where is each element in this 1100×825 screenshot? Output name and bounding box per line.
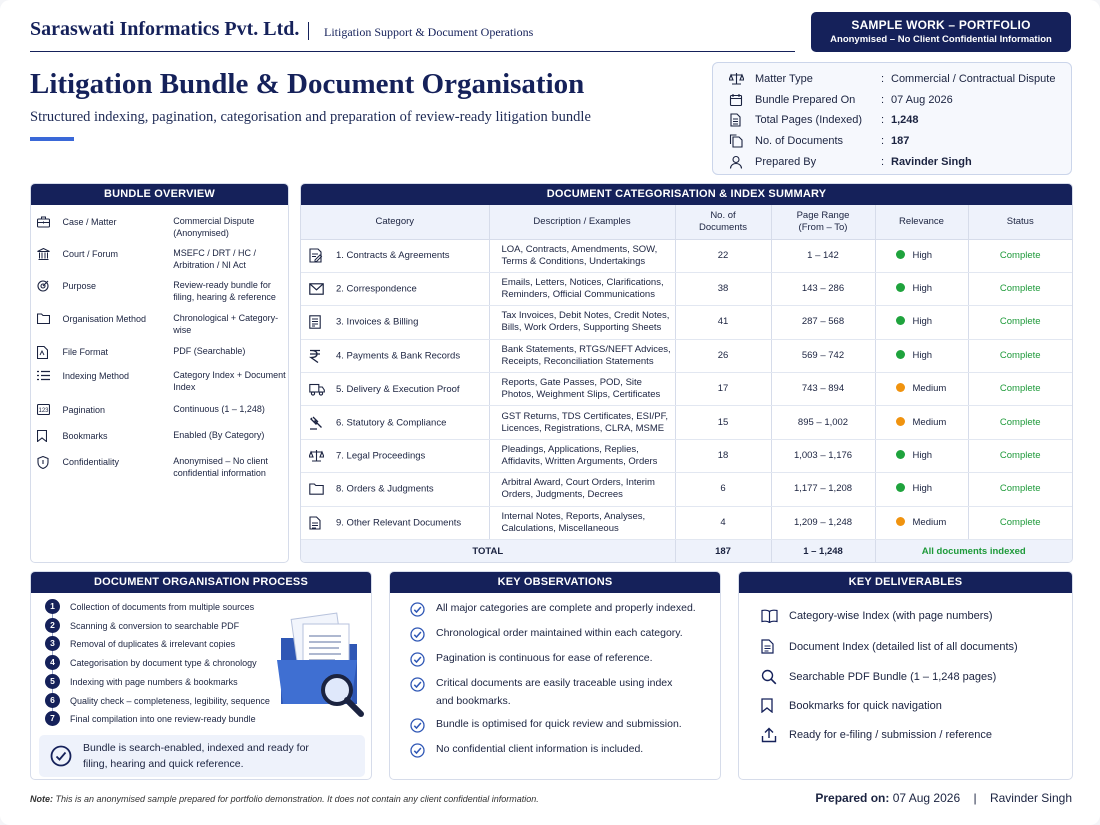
relevance-cell: High [875, 439, 968, 472]
process-step: 1 Collection of documents from multiple sources [45, 599, 254, 614]
overview-label: Pagination [62, 405, 106, 415]
overview-value: Enabled (By Category) [173, 430, 265, 440]
status-cell: Complete [968, 272, 1072, 305]
category-cell: 8. Orders & Judgments [301, 473, 489, 506]
process-step: 7 Final compilation into one review-ready bundle [45, 711, 256, 726]
sample-badge-title: SAMPLE WORK – PORTFOLIO [851, 18, 1031, 32]
panel-title: DOCUMENT CATEGORISATION & INDEX SUMMARY [301, 184, 1072, 205]
check-circle-icon [410, 741, 436, 759]
deliverables-panel [738, 571, 1073, 780]
relevance-cell: Medium [875, 373, 968, 406]
process-step: 2 Scanning & conversion to searchable PDF [45, 618, 239, 633]
header-separator [308, 22, 309, 40]
overview-value: Anonymised – No client confidential information [173, 456, 268, 478]
overview-value: MSEFC / DRT / HC / Arbitration / NI Act [173, 248, 256, 270]
category-cell: 1. Contracts & Agreements [301, 239, 489, 272]
folder-icon [309, 483, 336, 495]
page-range-cell: 743 – 894 [771, 373, 875, 406]
description-cell: Internal Notes, Reports, Analyses, Calculations, Miscellaneous [489, 506, 675, 539]
relevance-cell: High [875, 306, 968, 339]
category-cell: 5. Delivery & Execution Proof [301, 373, 489, 406]
status-cell: Complete [968, 406, 1072, 439]
check-circle-icon [410, 675, 436, 710]
observation-text: All major categories are complete and properly indexed. [436, 602, 696, 614]
header-category: Category [301, 205, 489, 239]
table-row [301, 406, 1072, 439]
check-circle-icon [410, 600, 436, 618]
overview-label: Purpose [62, 281, 97, 291]
index-summary-panel [300, 183, 1073, 563]
overview-label: Bookmarks [62, 431, 108, 441]
overview-label: File Format [62, 347, 109, 357]
status-cell: Complete [968, 339, 1072, 372]
meta-value: Commercial / Contractual Dispute [891, 73, 1056, 86]
documents-cell: 18 [675, 439, 771, 472]
upload-icon [761, 727, 789, 743]
description-cell: LOA, Contracts, Amendments, SOW, Terms & Conditions, Undertakings [489, 239, 675, 272]
overview-row-case [31, 216, 289, 239]
observation-item [410, 650, 653, 668]
overview-row-confidentiality [31, 456, 289, 479]
truck-icon [309, 383, 336, 396]
company-tagline: Litigation Support & Document Operations [324, 25, 534, 39]
page-range-cell: 1,003 – 1,176 [771, 439, 875, 472]
overview-label: Indexing Method [62, 371, 130, 381]
deliverable-item: Ready for e-filing / submission / reference [761, 727, 992, 743]
overview-label: Court / Forum [62, 249, 119, 259]
table-row [301, 473, 1072, 506]
scales-icon [309, 449, 336, 463]
panel-title: KEY OBSERVATIONS [390, 572, 720, 593]
table-row [301, 272, 1072, 305]
panel-title: BUNDLE OVERVIEW [31, 184, 288, 205]
description-cell: Arbitral Award, Court Orders, Interim Orders, Judgments, Decrees [489, 473, 675, 506]
observations-panel [389, 571, 721, 780]
observation-text: Chronological order maintained within each category. [436, 627, 683, 639]
overview-value: Commercial Dispute (Anonymised) [173, 216, 255, 238]
header-page-range: Page Range (From – To) [771, 205, 875, 239]
observation-item [410, 675, 672, 710]
meta-value: 07 Aug 2026 [891, 93, 953, 106]
sample-badge-subtitle: Anonymised – No Client Confidential Information [830, 34, 1052, 45]
bundle-overview-panel [30, 183, 289, 563]
relevance-dot-icon [896, 283, 905, 292]
overview-row-file-format [31, 346, 289, 359]
total-range: 1 – 1,248 [771, 540, 875, 563]
description-cell: Emails, Letters, Notices, Clarifications, Reminders, Official Communications [489, 272, 675, 305]
relevance-cell: Medium [875, 506, 968, 539]
meta-label: Total Pages (Indexed) [755, 114, 863, 127]
deliverable-item: Category-wise Index (with page numbers) [761, 609, 993, 623]
meta-label: Prepared By [755, 155, 817, 168]
meta-value: 1,248 [891, 114, 919, 127]
total-status: All documents indexed [875, 540, 1072, 563]
relevance-cell: High [875, 473, 968, 506]
category-cell: 6. Statutory & Compliance [301, 406, 489, 439]
description-cell: Tax Invoices, Debit Notes, Credit Notes, Bills, Work Orders, Supporting Sheets [489, 306, 675, 339]
page-range-cell: 287 – 568 [771, 306, 875, 339]
table-row [301, 439, 1072, 472]
meta-row-total-pages: Total Pages (Indexed) : 1,248 [729, 110, 1059, 131]
category-cell: 9. Other Relevant Documents [301, 506, 489, 539]
overview-row-court [31, 248, 289, 271]
bundle-ready-callout [39, 735, 365, 777]
footer-note [30, 794, 539, 804]
page-range-cell: 1,177 – 1,208 [771, 473, 875, 506]
table-row [301, 239, 1072, 272]
panel-title: DOCUMENT ORGANISATION PROCESS [31, 572, 371, 593]
deliverable-item: Searchable PDF Bundle (1 – 1,248 pages) [761, 669, 996, 685]
process-step: 5 Indexing with page numbers & bookmarks [45, 674, 238, 689]
documents-cell: 22 [675, 239, 771, 272]
meta-row-prepared-by: Prepared By : Ravinder Singh [729, 151, 1059, 172]
documents-cell: 4 [675, 506, 771, 539]
briefcase-icon [31, 216, 63, 239]
documents-cell: 17 [675, 373, 771, 406]
prepared-label: Prepared on: [815, 791, 890, 805]
relevance-dot-icon [896, 350, 905, 359]
overview-value: Review-ready bundle for filing, hearing & reference [173, 280, 276, 302]
page-range-cell: 1 – 142 [771, 239, 875, 272]
process-step: 4 Categorisation by document type & chronology [45, 655, 257, 670]
pdf-icon [31, 346, 63, 359]
observation-item [410, 625, 683, 643]
overview-row-organisation [31, 313, 289, 336]
note-text: This is an anonymised sample prepared for portfolio demonstration. It does not contain any client confidential information. [55, 794, 539, 804]
documents-cell: 41 [675, 306, 771, 339]
description-cell: Bank Statements, RTGS/NEFT Advices, Receipts, Reconciliation Statements [489, 339, 675, 372]
overview-label: Confidentiality [62, 457, 120, 467]
gavel-icon [309, 416, 336, 430]
category-cell: 3. Invoices & Billing [301, 306, 489, 339]
page-range-cell: 1,209 – 1,248 [771, 506, 875, 539]
overview-row-purpose [31, 280, 289, 303]
panel-title: KEY DELIVERABLES [739, 572, 1072, 593]
bundle-ready-text: Bundle is search-enabled, indexed and ready for filing, hearing and quick reference. [83, 742, 309, 770]
description-cell: Pleadings, Applications, Replies, Affidavits, Written Arguments, Orders [489, 439, 675, 472]
check-circle-icon [410, 716, 436, 734]
meta-row-no-of-documents: No. of Documents : 187 [729, 131, 1059, 152]
note-icon [309, 516, 336, 530]
footer-separator: | [973, 791, 977, 805]
observation-text: No confidential client information is included. [436, 743, 644, 755]
relevance-cell: High [875, 239, 968, 272]
search-icon [761, 669, 789, 685]
status-cell: Complete [968, 373, 1072, 406]
category-cell: 4. Payments & Bank Records [301, 339, 489, 372]
page-range-cell: 143 – 286 [771, 272, 875, 305]
observation-item [410, 741, 643, 759]
company-name: Saraswati Informatics Pvt. Ltd. [30, 18, 300, 40]
documents-cell: 15 [675, 406, 771, 439]
status-cell: Complete [968, 506, 1072, 539]
relevance-dot-icon [896, 417, 905, 426]
documents-cell: 38 [675, 272, 771, 305]
page-range-cell: 895 – 1,002 [771, 406, 875, 439]
scales-icon [729, 72, 755, 86]
documents-icon [729, 134, 755, 148]
description-cell: GST Returns, TDS Certificates, ESI/PF, Licences, Registrations, CLRA, MSME [489, 406, 675, 439]
process-step: 3 Removal of duplicates & irrelevant copies [45, 636, 235, 651]
total-label: TOTAL [301, 540, 675, 563]
meta-row-matter-type: Matter Type : Commercial / Contractual Dispute [729, 69, 1059, 90]
invoice-icon [309, 315, 336, 329]
contract-icon [309, 248, 336, 263]
page-subtitle: Structured indexing, pagination, categorisation and preparation of review-ready litigation bundle [30, 109, 591, 125]
observation-text: Critical documents are easily traceable using index and bookmarks. [436, 677, 673, 707]
overview-row-pagination [31, 404, 289, 416]
court-icon [31, 248, 63, 271]
relevance-cell: Medium [875, 406, 968, 439]
observation-item [410, 716, 682, 734]
prepared-date: 07 Aug 2026 [892, 791, 961, 805]
document-icon [761, 639, 789, 654]
process-panel [30, 571, 372, 780]
overview-row-indexing [31, 370, 289, 393]
documents-cell: 26 [675, 339, 771, 372]
observation-item [410, 600, 696, 618]
relevance-dot-icon [896, 250, 905, 259]
category-cell: 2. Correspondence [301, 272, 489, 305]
page-title: Litigation Bundle & Document Organisation [30, 68, 585, 100]
target-icon [31, 280, 63, 303]
sample-work-badge [811, 12, 1071, 52]
shield-icon [31, 456, 63, 479]
list-icon [31, 370, 63, 393]
meta-value: 187 [891, 135, 910, 148]
meta-label: Bundle Prepared On [755, 93, 856, 106]
person-icon [729, 155, 755, 169]
matter-details-box [712, 62, 1072, 175]
relevance-dot-icon [896, 450, 905, 459]
header-relevance: Relevance [875, 205, 968, 239]
table-header-row [301, 205, 1072, 239]
table-row [301, 373, 1072, 406]
overview-value: Category Index + Document Index [173, 370, 286, 392]
page-range-cell: 569 – 742 [771, 339, 875, 372]
table-row [301, 506, 1072, 539]
document-icon [729, 113, 755, 127]
description-cell: Reports, Gate Passes, POD, Site Photos, Weighment Slips, Certificates [489, 373, 675, 406]
status-cell: Complete [968, 473, 1072, 506]
observation-text: Bundle is optimised for quick review and submission. [436, 718, 682, 730]
total-documents: 187 [675, 540, 771, 563]
header-status: Status [968, 205, 1072, 239]
index-table [301, 205, 1072, 563]
overview-label: Organisation Method [62, 314, 147, 324]
table-row [301, 306, 1072, 339]
header-documents: No. of Documents [675, 205, 771, 239]
meta-value: Ravinder Singh [891, 155, 972, 168]
overview-label: Case / Matter [62, 217, 117, 227]
pagination-icon [31, 404, 63, 416]
relevance-dot-icon [896, 517, 905, 526]
rupee-icon [309, 349, 336, 363]
meta-label: No. of Documents [755, 135, 844, 148]
relevance-dot-icon [896, 383, 905, 392]
category-cell: 7. Legal Proceedings [301, 439, 489, 472]
overview-value: Chronological + Category-wise [173, 313, 279, 335]
relevance-dot-icon [896, 483, 905, 492]
meta-row-prepared-on: Bundle Prepared On : 07 Aug 2026 [729, 90, 1059, 111]
deliverable-item: Bookmarks for quick navigation [761, 698, 942, 713]
prepared-by-name: Ravinder Singh [989, 791, 1072, 805]
total-row [301, 540, 1072, 563]
overview-value: Continuous (1 – 1,248) [173, 404, 265, 414]
folder-icon [31, 313, 63, 336]
bookmark-icon [31, 430, 63, 442]
relevance-cell: High [875, 272, 968, 305]
book-icon [761, 609, 789, 623]
relevance-dot-icon [896, 316, 905, 325]
status-cell: Complete [968, 306, 1072, 339]
deliverable-item: Document Index (detailed list of all documents) [761, 639, 1018, 654]
documents-cell: 6 [675, 473, 771, 506]
overview-value: PDF (Searchable) [173, 346, 246, 356]
prepared-on-footer [815, 791, 1072, 805]
table-row [301, 339, 1072, 372]
relevance-cell: High [875, 339, 968, 372]
check-circle-icon [410, 625, 436, 643]
title-accent-bar [30, 137, 74, 141]
observation-text: Pagination is continuous for ease of reference. [436, 652, 653, 664]
status-cell: Complete [968, 239, 1072, 272]
overview-row-bookmarks [31, 430, 289, 442]
folder-illustration [273, 610, 369, 724]
note-label: Note: [30, 794, 53, 804]
check-circle-icon [39, 745, 83, 767]
calendar-icon [729, 93, 755, 107]
meta-label: Matter Type [755, 73, 813, 86]
check-circle-icon [410, 650, 436, 668]
status-cell: Complete [968, 439, 1072, 472]
header-description: Description / Examples [489, 205, 675, 239]
envelope-icon [309, 283, 336, 295]
header-rule [30, 51, 795, 52]
svg-text:123: 123 [38, 408, 49, 414]
process-step: 6 Quality check – completeness, legibility, sequence [45, 693, 270, 708]
bookmark-icon [761, 698, 789, 713]
